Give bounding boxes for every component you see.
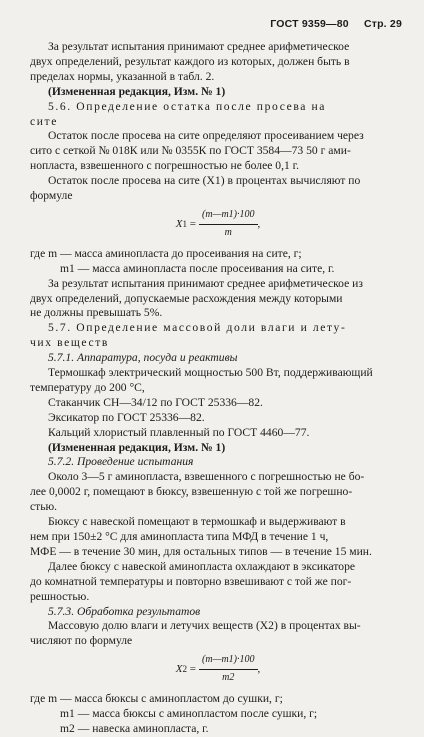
formula-tail: ,: [257, 217, 261, 230]
formula-subscript: 1: [182, 218, 188, 229]
text-line: Бюксу с навеской помещают в термошкаф и выдерживают в: [48, 515, 346, 529]
definition-line: где m — масса аминопласта до просеивания на сите, г;: [30, 246, 302, 260]
definition-line: m1 — масса бюксы с аминопластом после сушки, г;: [60, 706, 318, 720]
text-line: МФЕ — в течение 30 мин, для остальных типов — в течение 15 мин.: [30, 544, 372, 558]
formula-fraction: [199, 653, 258, 686]
formula-denominator: m: [224, 226, 232, 238]
text-line: Термошкаф электрический мощностью 500 Вт, поддерживающий: [48, 366, 373, 380]
text-line: Остаток после просева на сите определяют просеиванием через: [48, 129, 364, 143]
text-line: Кальций хлористый плавленный по ГОСТ 4460—77.: [48, 425, 310, 439]
page-number: Стр. 29: [363, 18, 402, 30]
definition-line: m2 — навеска аминопласта, г.: [60, 721, 209, 735]
page-header: [270, 18, 402, 30]
text-line: температуру до 200 °С,: [30, 380, 145, 394]
definition-line: где m — масса бюксы с аминопластом до сушки, г;: [30, 692, 283, 706]
text-line: формуле: [30, 189, 73, 203]
text-line: Далее бюксу с навеской аминопласта охлаждают в эксикаторе: [48, 559, 356, 573]
text-line: нем при 150±2 °С для аминопласта типа МФД в течение 1 ч,: [30, 530, 329, 543]
formula-fraction: [199, 208, 258, 241]
text-line: нопласта, взвешенного с погрешностью не более 0,1 г.: [30, 159, 300, 173]
amendment-note: (Измененная редакция, Изм. № 1): [48, 84, 226, 98]
document-body: [30, 40, 406, 737]
text-line: Массовую долю влаги и летучих веществ (X2) в процентах вы-: [48, 619, 361, 633]
text-line: до комнатной температуры и повторно взвешивают с той же пог-: [30, 574, 352, 588]
formula-numerator: (m—m1)·100: [199, 653, 258, 670]
standard-number: ГОСТ 9359—80: [270, 18, 349, 30]
section-heading: 5.7. Определение массовой доли влаги и лету-: [48, 321, 347, 335]
text-line: лее 0,0002 г, помещают в бюксу, взвешенную с той же погрешно-: [30, 485, 353, 499]
subsection-heading: 5.7.3. Обработка результатов: [48, 604, 201, 618]
formula-x2: X 2 = $\frac{(m—m1)\cdot 100}{m2}$ ,: [30, 653, 406, 686]
section-heading: чих веществ: [30, 336, 109, 350]
text-line: двух определений, допускаемые расхождения между которыми: [30, 291, 343, 305]
text-line: числяют по формуле: [30, 634, 133, 648]
text-line: Стаканчик СН—34/12 по ГОСТ 25336—82.: [48, 395, 263, 409]
formula-lhs: X: [175, 663, 183, 676]
text-line: двух определений, результат каждого из которых, должен быть в: [30, 54, 350, 68]
formula-lhs: X: [175, 217, 183, 230]
formula-denominator: m2: [222, 672, 235, 684]
amendment-note: (Измененная редакция, Изм. № 1): [48, 440, 226, 454]
text-line: Эксикатор по ГОСТ 25336—82.: [48, 410, 205, 424]
text-line: сито с сеткой № 018К или № 0355К по ГОСТ 3584—73 50 г ами-: [30, 144, 351, 158]
section-heading: 5.6. Определение остатка после просева на: [48, 99, 327, 113]
section-heading: сите: [30, 114, 58, 128]
text-line: стью.: [30, 500, 58, 514]
formula-x1: X 1 = $\frac{(m—m1)\cdot 100}{m}$ ,: [30, 208, 406, 241]
text-line: За результат испытания принимают среднее арифметическое из: [48, 276, 363, 290]
formula-subscript: 2: [182, 664, 188, 675]
formula-tail: ,: [257, 663, 261, 676]
definition-line: m1 — масса аминопласта после просеивания на сите, г.: [60, 261, 335, 275]
text-line: За результат испытания принимают среднее арифметическое: [48, 40, 350, 53]
text-line: пределах нормы, указанной в табл. 2.: [30, 69, 215, 83]
text-line: решностью.: [30, 589, 90, 603]
subsection-heading: 5.7.1. Аппаратура, посуда и реактивы: [48, 351, 238, 365]
formula-numerator: (m—m1)·100: [199, 208, 258, 225]
text-line: не должны превышать 5%.: [30, 306, 163, 320]
text-line: Около 3—5 г аминопласта, взвешенного с погрешностью не бо-: [48, 470, 365, 484]
text-line: Остаток после просева на сите (X1) в процентах вычисляют по: [48, 174, 361, 188]
subsection-heading: 5.7.2. Проведение испытания: [48, 455, 194, 469]
